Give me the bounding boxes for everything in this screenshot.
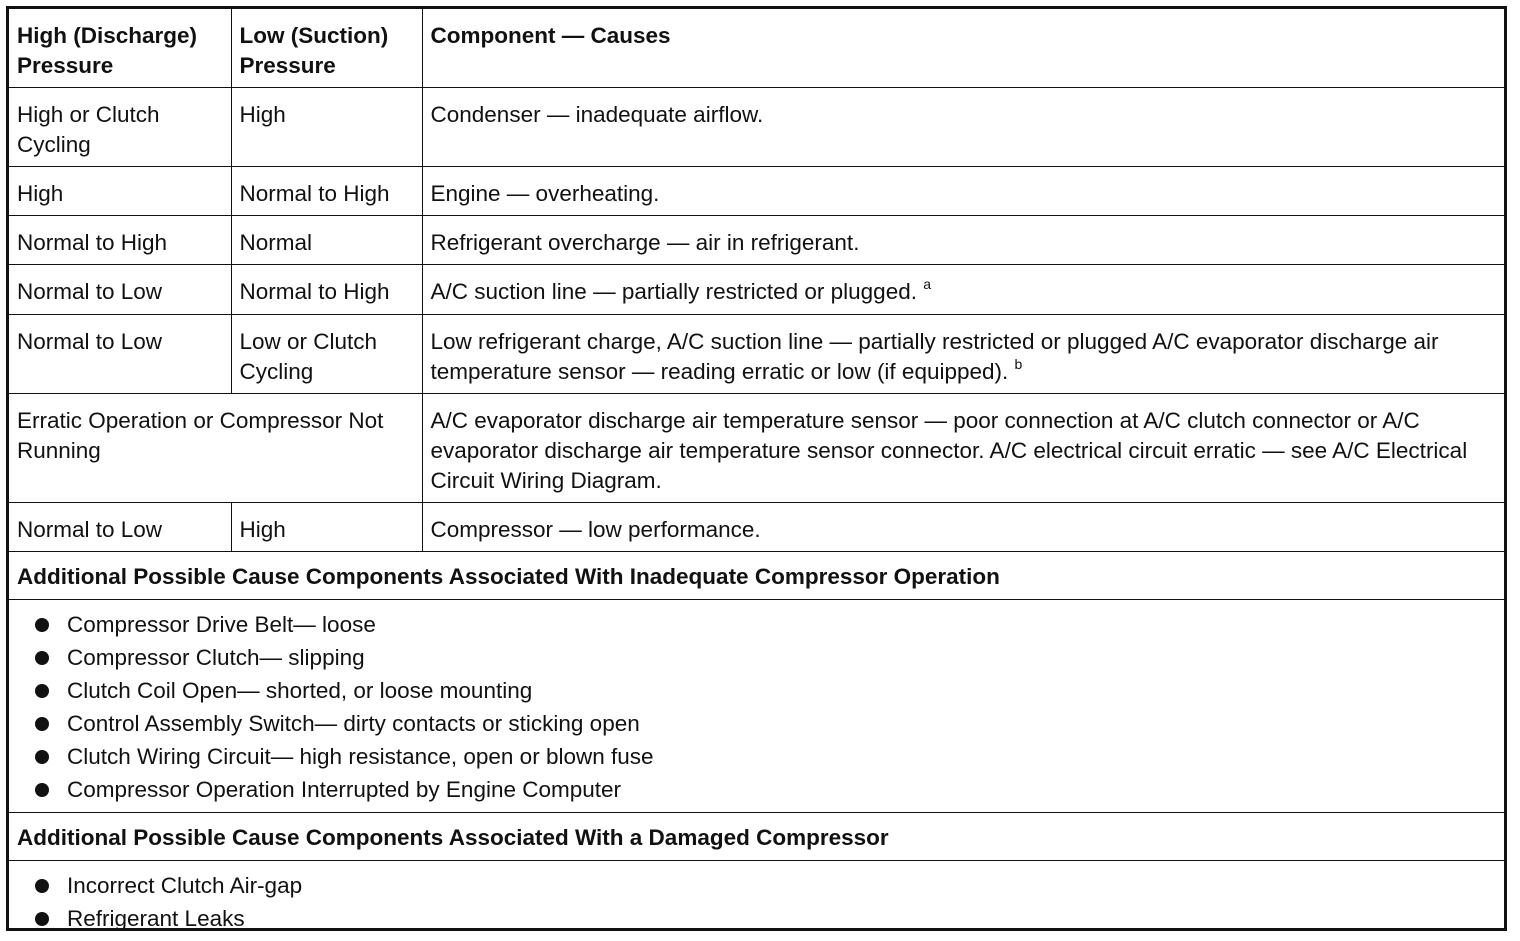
cell-high-pressure: Normal to Low (9, 265, 231, 315)
header-component-causes: Component — Causes (422, 9, 1504, 88)
section-list-row (9, 600, 1504, 813)
bullet-icon (35, 684, 49, 698)
cell-low-pressure: Normal to High (231, 265, 422, 315)
list-item-text: Refrigerant Leaks (67, 906, 245, 931)
list-item (17, 707, 1496, 740)
cell-component-causes (422, 315, 1504, 394)
cell-component-causes: Refrigerant overcharge — air in refrigerant. (422, 216, 1504, 265)
list-item (17, 740, 1496, 773)
list-item-text: Incorrect Clutch Air-gap (67, 873, 302, 898)
section-title-damaged: Additional Possible Cause Components Associated With a Damaged Compressor (9, 813, 1504, 861)
bullet-icon (35, 618, 49, 632)
cell-high-pressure: High or Clutch Cycling (9, 88, 231, 167)
cell-high-pressure: High (9, 167, 231, 216)
cell-high-pressure: Normal to Low (9, 315, 231, 394)
cell-low-pressure: Low or Clutch Cycling (231, 315, 422, 394)
table-row (9, 167, 1504, 216)
cell-component-causes (422, 265, 1504, 315)
header-high-pressure: High (Discharge) Pressure (9, 9, 231, 88)
section-header-row (9, 552, 1504, 600)
list-item-text: Compressor Operation Interrupted by Engine Computer (67, 777, 621, 802)
list-item-text: Clutch Wiring Circuit— high resistance, open or blown fuse (67, 744, 654, 769)
cell-component-causes: Engine — overheating. (422, 167, 1504, 216)
header-low-pressure: Low (Suction) Pressure (231, 9, 422, 88)
table-row (9, 315, 1504, 394)
list-item-text: Control Assembly Switch— dirty contacts or sticking open (67, 711, 640, 736)
list-item (17, 641, 1496, 674)
bullet-icon (35, 912, 49, 926)
bullet-icon (35, 783, 49, 797)
bullet-icon (35, 717, 49, 731)
diagnosis-table (9, 9, 1504, 941)
diagnosis-table-frame (6, 6, 1507, 931)
list-item (17, 773, 1496, 806)
cell-low-pressure: Normal (231, 216, 422, 265)
table-row (9, 88, 1504, 167)
cell-component-causes: Condenser — inadequate airflow. (422, 88, 1504, 167)
bullet-icon (35, 879, 49, 893)
footnote-marker: a (923, 276, 931, 292)
bullet-icon (35, 651, 49, 665)
cell-high-pressure: Normal to High (9, 216, 231, 265)
cell-low-pressure: High (231, 88, 422, 167)
table-row (9, 216, 1504, 265)
cause-text: A/C suction line — partially restricted or plugged. (431, 279, 917, 304)
section-title-inadequate: Additional Possible Cause Components Associated With Inadequate Compressor Operation (9, 552, 1504, 600)
list-inadequate-causes (9, 600, 1504, 813)
header-row (9, 9, 1504, 88)
section-header-row (9, 813, 1504, 861)
list-damaged-causes (9, 861, 1504, 941)
cell-component-causes: A/C evaporator discharge air temperature sensor — poor connection at A/C clutch connector or A/C evaporator discharge air temperature sensor connector. A/C electrical circuit erratic — see A/C Electrical Circuit Wiring Diagram. (422, 394, 1504, 503)
cause-text: Low refrigerant charge, A/C suction line — partially restricted or plugged A/C evaporator discharge air temperature sensor — reading erratic or low (if equipped). (431, 329, 1439, 384)
cell-low-pressure: Normal to High (231, 167, 422, 216)
table-row (9, 503, 1504, 552)
cell-merged-pressure: Erratic Operation or Compressor Not Running (9, 394, 422, 503)
list-item-text: Compressor Clutch— slipping (67, 645, 365, 670)
table-row (9, 394, 1504, 503)
cell-high-pressure: Normal to Low (9, 503, 231, 552)
cell-low-pressure: High (231, 503, 422, 552)
list-item (17, 902, 1496, 935)
list-item (17, 608, 1496, 641)
list-item-text: Clutch Coil Open— shorted, or loose mounting (67, 678, 532, 703)
bullet-icon (35, 750, 49, 764)
table-row (9, 265, 1504, 315)
section-list-row (9, 861, 1504, 941)
footnote-marker: b (1015, 356, 1023, 372)
list-item-text: Compressor Drive Belt— loose (67, 612, 376, 637)
list-item (17, 674, 1496, 707)
cell-component-causes: Compressor — low performance. (422, 503, 1504, 552)
list-item (17, 869, 1496, 902)
